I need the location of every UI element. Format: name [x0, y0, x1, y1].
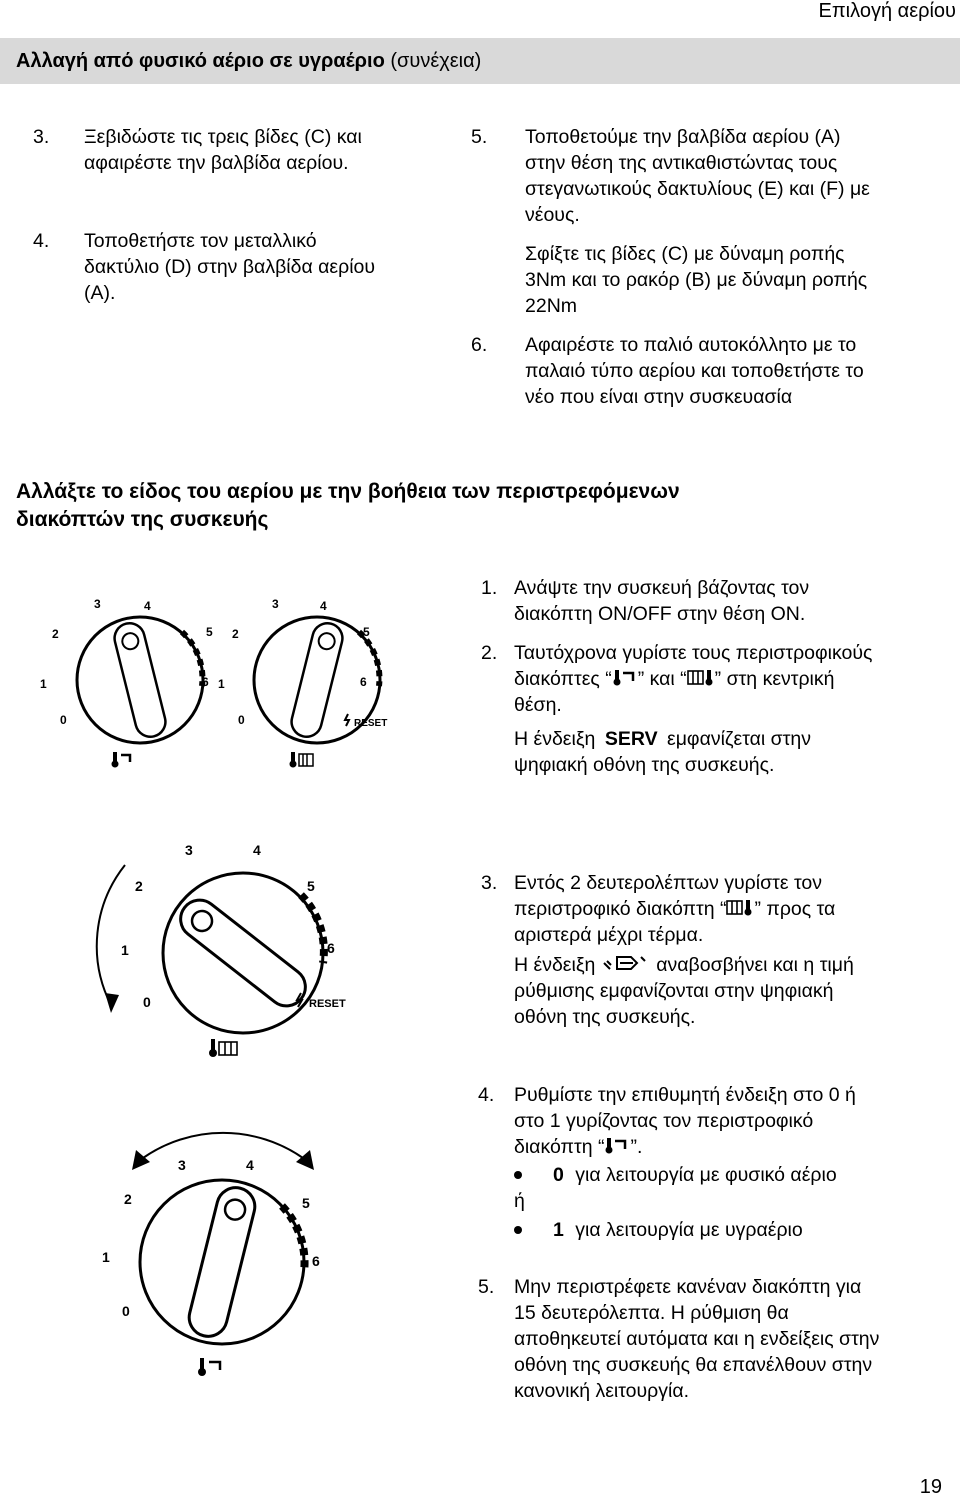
step-5-line: νέους. — [525, 204, 580, 226]
step-3-line: αφαιρέστε την βαλβίδα αερίου. — [84, 152, 349, 174]
knob-label-6: 6 — [327, 940, 335, 956]
reset-label: RESET — [309, 998, 346, 1010]
knob-label-0: 0 — [238, 713, 245, 727]
section-label: Επιλογή αερίου — [818, 0, 956, 22]
instr-2-frag: διακόπτες “ — [514, 668, 612, 690]
step-4-num: 4. — [33, 230, 50, 252]
value-zero: 0 — [553, 1164, 564, 1186]
section-title-normal: (συνέχεια) — [390, 50, 482, 72]
step-5-subline: 22Nm — [525, 295, 578, 317]
knob-label-1: 1 — [40, 677, 47, 691]
instr-3-note-line: ρύθμισης εμφανίζονται στην ψηφιακή — [514, 980, 834, 1002]
step-4-text — [84, 228, 375, 306]
instr-5-line: αποθηκευτεί αυτόματα και η ενδείξεις στην — [514, 1328, 880, 1350]
step-5-line: στην θέση της αντικαθιστώντας τους — [525, 152, 838, 174]
knob-label-2: 2 — [52, 627, 59, 641]
knob-label-3: 3 — [94, 597, 101, 611]
bullet-dot — [514, 1171, 522, 1179]
instr-2-frag: ” και “ — [637, 668, 687, 690]
flame-setting-indicator-icon — [601, 953, 651, 973]
knob-label-0: 0 — [122, 1303, 130, 1319]
knob-label-6: 6 — [312, 1253, 320, 1269]
knob-label-4: 4 — [253, 842, 261, 858]
instr-4-bullet-2 — [553, 1217, 803, 1243]
step-6-line: νέο που είναι στην συσκευασία — [525, 386, 793, 408]
step-5-line: στεγανωτικούς δακτυλίους (E) και (F) με — [525, 178, 870, 200]
step-5-subline: 3Nm και το ρακόρ (B) με δύναμη ροπής — [525, 269, 868, 291]
instr-1-line: Ανάψτε την συσκευή βάζοντας τον — [514, 577, 810, 599]
subsection-heading — [16, 478, 680, 534]
reset-lightning-icon — [345, 714, 349, 726]
instr-4-bullet-text: για λειτουργία με υγραέριο — [575, 1219, 803, 1241]
instr-5-num: 5. — [478, 1276, 495, 1298]
instr-5-text — [514, 1274, 879, 1404]
instr-1-line: διακόπτη ON/OFF στην θέση ON. — [514, 603, 806, 625]
knob-label-1: 1 — [102, 1249, 110, 1265]
tap-water-icon — [112, 752, 131, 768]
instr-2-note-frag: Η ένδειξη — [514, 728, 596, 750]
instr-2-note — [514, 726, 872, 752]
step-5-subline: Σφίξτε τις βίδες (C) με δύναμη ροπής — [525, 243, 845, 265]
reset-label: RESET — [354, 718, 388, 729]
step-5-text — [525, 124, 870, 228]
bullet-dot — [514, 1226, 522, 1234]
page-number: 19 — [919, 1476, 942, 1498]
instr-3-line-icon — [514, 896, 854, 922]
hot-water-knob-figure — [88, 1110, 378, 1390]
instr-2-note-frag: εμφανίζεται στην — [667, 728, 812, 750]
tap-water-icon — [604, 1137, 630, 1155]
arrow-head-right-icon — [296, 1150, 314, 1170]
heating-knob-turn-left-figure — [95, 835, 385, 1065]
knob-label-2: 2 — [135, 878, 143, 894]
arrow-head-icon — [105, 993, 119, 1013]
knob-label-0: 0 — [60, 713, 67, 727]
step-3-num: 3. — [33, 126, 50, 148]
instr-5-line: Μην περιστρέφετε κανέναν διακόπτη για — [514, 1276, 862, 1298]
arrow-head-left-icon — [132, 1150, 150, 1170]
instr-3-note-frag: αναβοσβήνει και η τιμή — [656, 954, 854, 976]
instr-5-line: οθόνη της συσκευής θα επανέλθουν στην — [514, 1354, 873, 1376]
section-title-bar — [0, 38, 960, 84]
step-4-line: Τοποθετήστε τον μεταλλικό — [84, 230, 317, 252]
instr-2-note-line: ψηφιακή οθόνη της συσκευής. — [514, 754, 775, 776]
knob-label-6: 6 — [202, 675, 209, 689]
instr-4-line: στο 1 γυρίζοντας τον περιστροφικό — [514, 1110, 814, 1132]
step-6-line: παλαιό τύπο αερίου και τοποθετήστε το — [525, 360, 864, 382]
heating-knob — [218, 597, 387, 768]
knob-label-3: 3 — [185, 842, 193, 858]
knob-label-2: 2 — [124, 1191, 132, 1207]
instr-5-line: κανονική λειτουργία. — [514, 1380, 690, 1402]
rotation-arrow — [97, 865, 125, 1005]
instr-4-line: Ρυθμίστε την επιθυμητή ένδειξη στο 0 ή — [514, 1084, 856, 1106]
knob-label-5: 5 — [206, 625, 213, 639]
instr-4-frag: ”. — [630, 1136, 643, 1158]
knob-label-4: 4 — [320, 599, 327, 613]
instr-3-note-line: οθόνη της συσκευής. — [514, 1006, 696, 1028]
step-6-line: Αφαιρέστε το παλιό αυτοκόλλητο με το — [525, 334, 857, 356]
instr-3-line: Εντός 2 δευτερολέπτων γυρίστε τον — [514, 872, 822, 894]
knob-label-2: 2 — [232, 627, 239, 641]
rotation-arrow — [143, 1133, 303, 1158]
knobs-central-position-figure — [20, 588, 430, 778]
knob-label-5: 5 — [363, 625, 370, 639]
instr-1-num: 1. — [481, 577, 498, 599]
knob-label-3: 3 — [178, 1157, 186, 1173]
instr-4-or: ή — [514, 1190, 525, 1212]
subsection-heading-line: διακόπτών της συσκευής — [16, 508, 269, 531]
instr-3-note-frag: Η ένδειξη — [514, 954, 596, 976]
instr-2-num: 2. — [481, 642, 498, 664]
step-6-num: 6. — [471, 334, 488, 356]
knob-label-1: 1 — [218, 677, 225, 691]
step-5-subtext — [525, 241, 867, 319]
instr-2-frag: ” στη κεντρική — [714, 668, 835, 690]
step-3-line: Ξεβιδώστε τις τρεις βίδες (C) και — [84, 126, 362, 148]
instr-3-frag: περιστροφικό διακόπτη “ — [514, 898, 727, 920]
knob-label-4: 4 — [144, 599, 151, 613]
knob-label-5: 5 — [302, 1195, 310, 1211]
value-one: 1 — [553, 1219, 564, 1241]
knob-label-5: 5 — [307, 878, 315, 894]
knob-label-6: 6 — [360, 675, 367, 689]
step-5-line: Τοποθετούμε την βαλβίδα αερίου (A) — [525, 126, 841, 148]
knob-label-0: 0 — [143, 994, 151, 1010]
instr-3-note — [514, 952, 854, 978]
radiator-icon — [209, 1039, 237, 1057]
knob-label-4: 4 — [246, 1157, 254, 1173]
instr-4-line-icon — [514, 1134, 856, 1160]
subsection-heading-line: Αλλάξτε το είδος του αερίου με την βοήθεια των περιστρεφόμενων — [16, 480, 680, 503]
step-6-text — [525, 332, 864, 410]
instr-2-line-icons — [514, 666, 872, 692]
instr-2-line: θέση. — [514, 694, 562, 716]
instr-4-num: 4. — [478, 1084, 495, 1106]
radiator-icon — [726, 899, 754, 917]
step-4-line: (A). — [84, 282, 116, 304]
instr-4-bullet-1 — [553, 1162, 837, 1188]
instr-3-frag: ” προς τα — [754, 898, 836, 920]
radiator-icon — [687, 669, 715, 687]
knob-label-3: 3 — [272, 597, 279, 611]
instr-2-line: Ταυτόχρονα γυρίστε τους περιστροφικούς — [514, 642, 873, 664]
section-title-bold: Αλλαγή από φυσικό αέριο σε υγραέριο — [16, 50, 385, 72]
instr-2-text — [514, 640, 872, 778]
step-5-num: 5. — [471, 126, 488, 148]
instr-3-text — [514, 870, 854, 1030]
radiator-icon — [290, 752, 314, 768]
instr-4-bullet-text: για λειτουργία με φυσικό αέριο — [575, 1164, 837, 1186]
instr-4-text — [514, 1082, 856, 1160]
instr-1-text — [514, 575, 809, 627]
serv-indicator: SERV — [604, 728, 658, 750]
instr-4-frag: διακόπτη “ — [514, 1136, 605, 1158]
instr-3-line: αριστερά μέχρι τέρμα. — [514, 924, 704, 946]
knob-label-1: 1 — [121, 942, 129, 958]
tap-water-icon — [198, 1358, 220, 1376]
step-3-text — [84, 124, 362, 176]
hot-water-knob — [40, 597, 213, 768]
instr-3-num: 3. — [481, 872, 498, 894]
instr-5-line: 15 δευτερόλεπτα. Η ρύθμιση θα — [514, 1302, 789, 1324]
tap-water-icon — [612, 669, 638, 687]
step-4-line: δακτύλιο (D) στην βαλβίδα αερίου — [84, 256, 376, 278]
